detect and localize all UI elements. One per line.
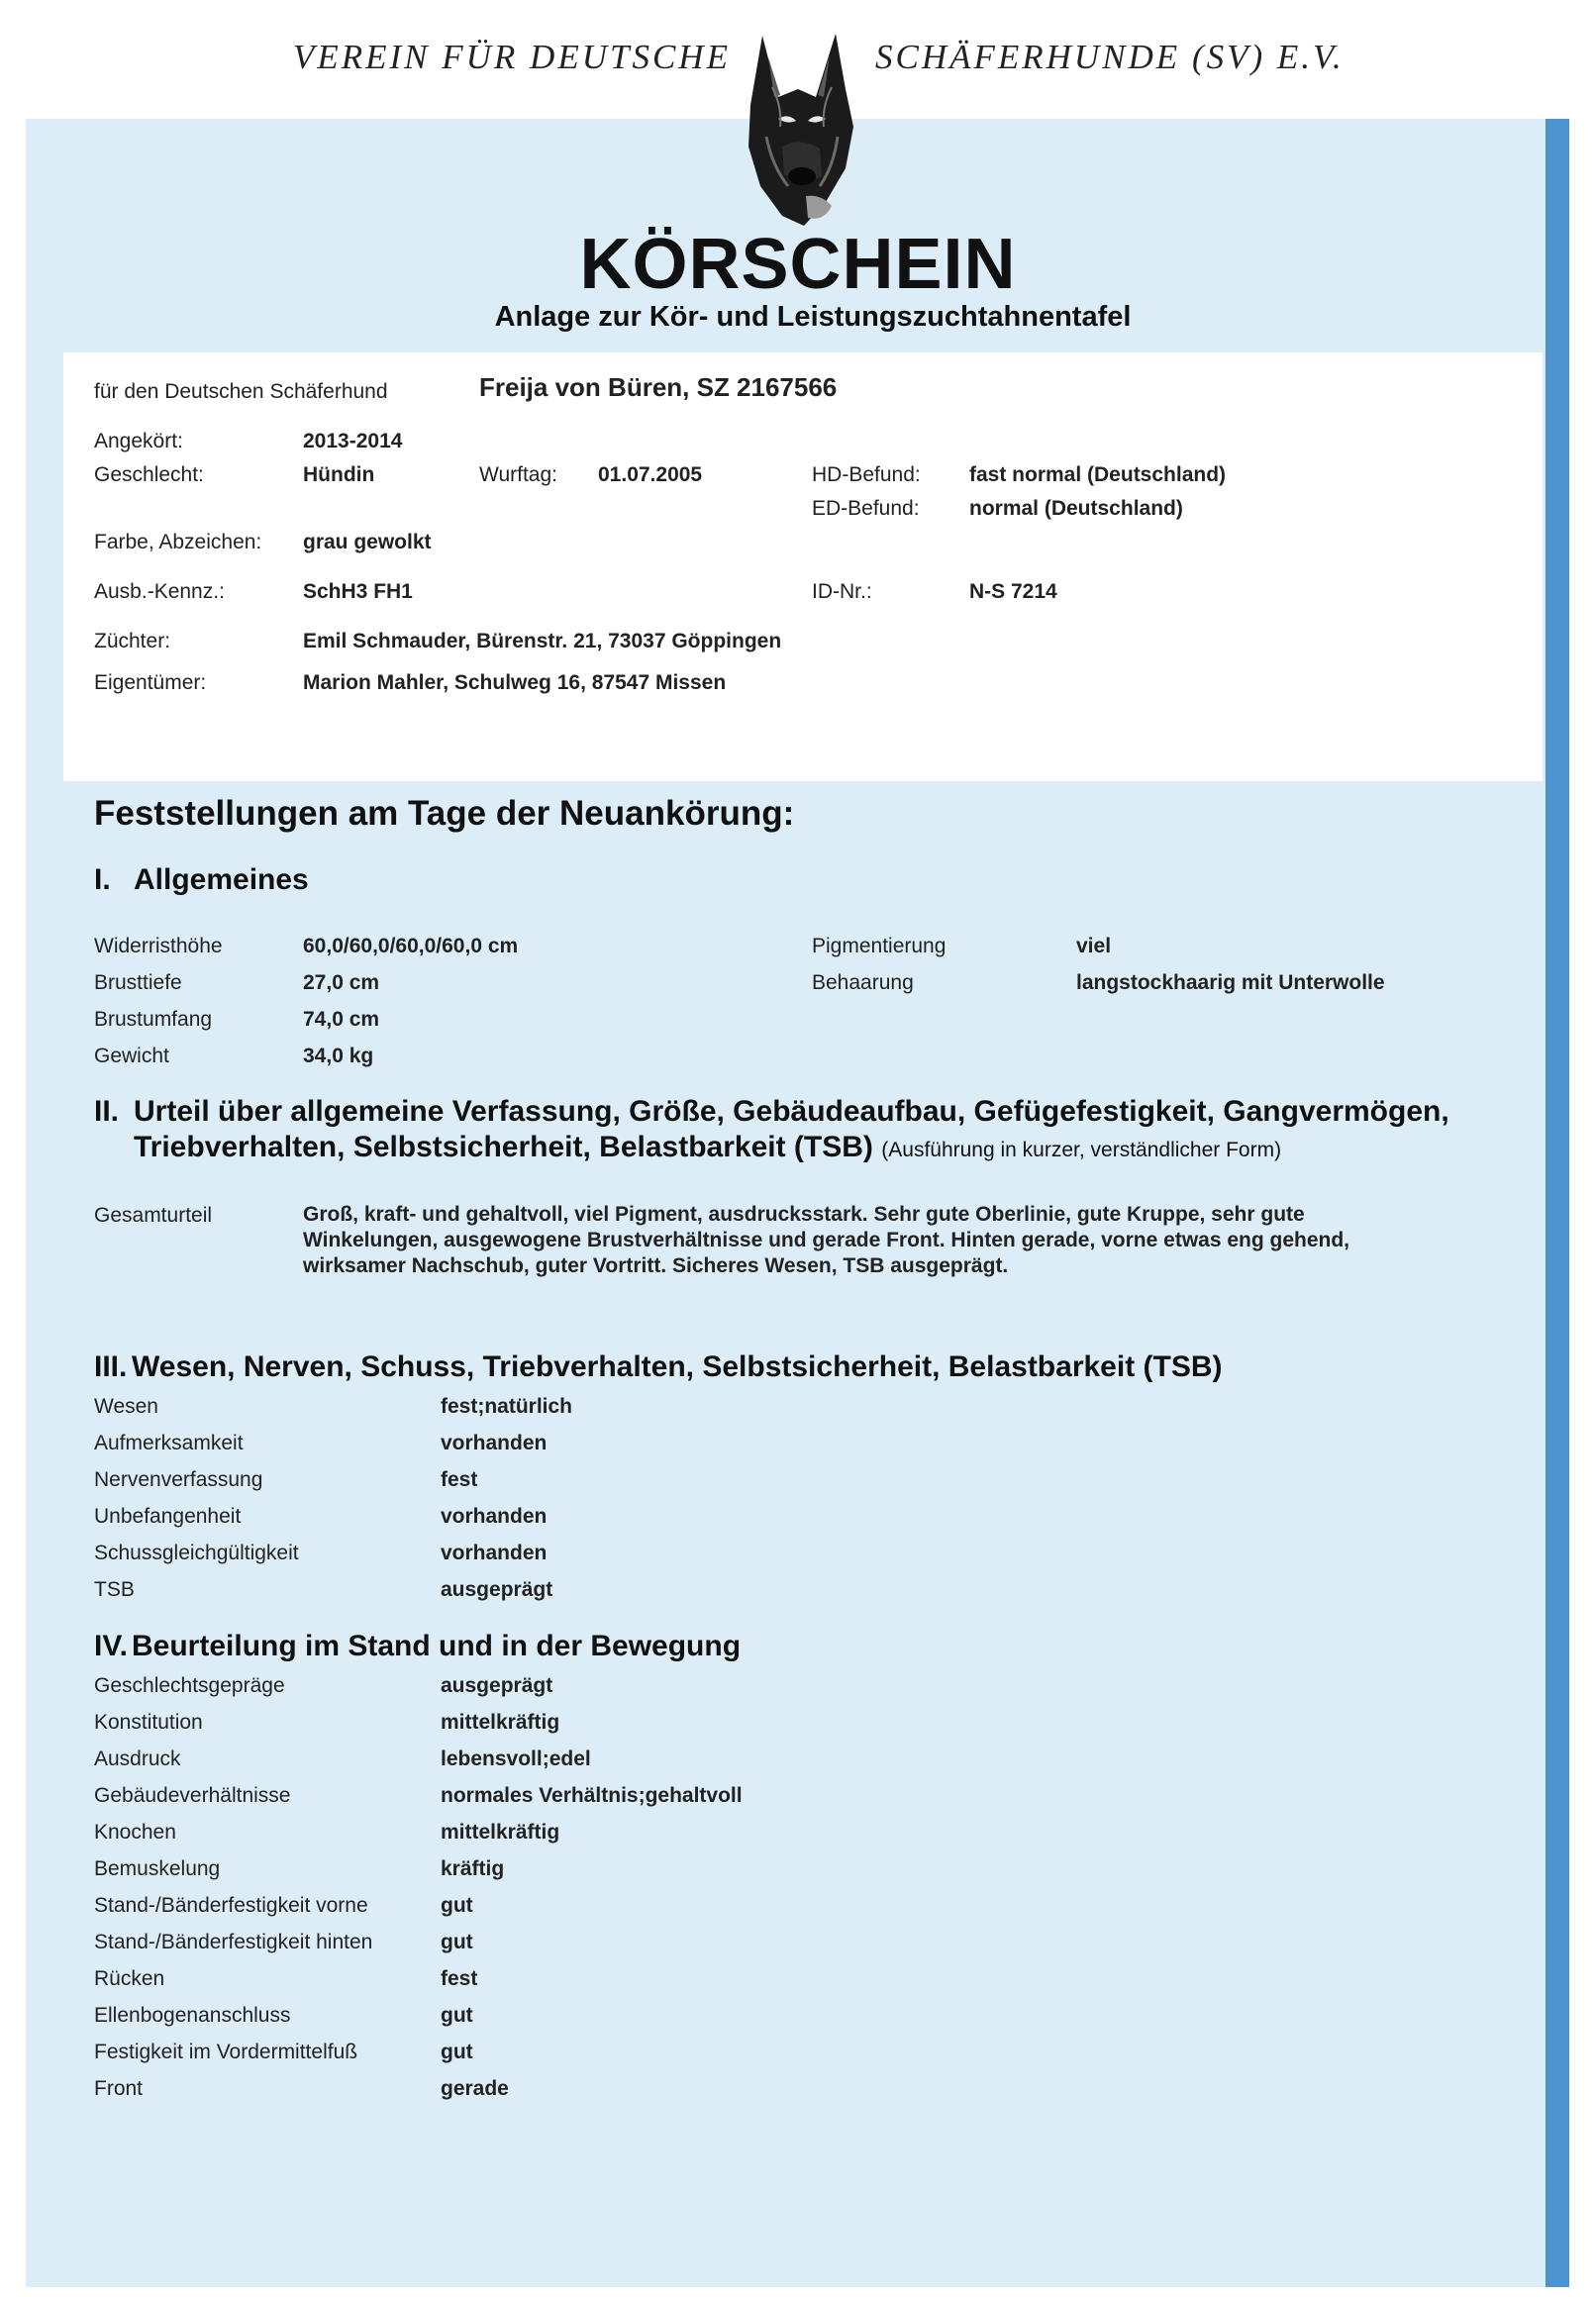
evaluation-value: ausgeprägt xyxy=(441,1674,553,1697)
id-nr-value: N-S 7214 xyxy=(969,580,1057,603)
evaluation-label: Festigkeit im Vordermittelfuß xyxy=(94,2041,358,2063)
measure-value: 34,0 kg xyxy=(303,1045,374,1067)
assessment-label: Unbefangenheit xyxy=(94,1505,242,1528)
assessment-value: vorhanden xyxy=(441,1505,548,1528)
ausb-kennz-value: SchH3 FH1 xyxy=(303,580,413,603)
measure-value: 60,0/60,0/60,0/60,0 cm xyxy=(303,935,519,957)
wurftag-label: Wurftag: xyxy=(479,463,557,486)
evaluation-value: lebensvoll;edel xyxy=(441,1748,591,1770)
ed-befund-value: normal (Deutschland) xyxy=(969,497,1183,520)
geschlecht-label: Geschlecht: xyxy=(94,463,204,486)
evaluation-label: Front xyxy=(94,2077,144,2100)
measure-label: Widerristhöhe xyxy=(94,935,223,957)
evaluation-value: gut xyxy=(441,1894,473,1917)
assessment-value: vorhanden xyxy=(441,1542,548,1564)
document-title: KÖRSCHEIN xyxy=(579,225,1017,304)
evaluation-label: Konstitution xyxy=(94,1711,203,1734)
measure-label: Brustumfang xyxy=(94,1008,213,1031)
section-4-title: Beurteilung im Stand und in der Bewegung xyxy=(132,1630,742,1662)
assessment-label: Aufmerksamkeit xyxy=(94,1432,244,1454)
eigentuemer-value: Marion Mahler, Schulweg 16, 87547 Missen xyxy=(303,671,727,694)
assessment-value: fest xyxy=(441,1468,478,1491)
trait-label: Behaarung xyxy=(812,971,914,994)
evaluation-value: kräftig xyxy=(441,1857,505,1880)
farbe-value: grau gewolkt xyxy=(303,531,432,553)
evaluation-value: normales Verhältnis;gehaltvoll xyxy=(441,1784,743,1807)
evaluation-value: fest xyxy=(441,1967,478,1990)
angekoert-label: Angekört: xyxy=(94,430,183,452)
evaluation-label: Ellenbogenanschluss xyxy=(94,2004,291,2027)
zuechter-label: Züchter: xyxy=(94,630,171,652)
dog-info-panel xyxy=(63,352,1543,781)
section-2-title-line1: Urteil über allgemeine Verfassung, Größe, Gebäudeaufbau, Gefügefestigkeit, Gangvermögen, xyxy=(134,1095,1449,1128)
evaluation-label: Ausdruck xyxy=(94,1748,181,1770)
zuechter-value: Emil Schmauder, Bürenstr. 21, 73037 Göppingen xyxy=(303,630,782,652)
gesamturteil-text: Groß, kraft- und gehaltvoll, viel Pigment, ausdrucksstark. Sehr gute Oberlinie, gute Kruppe, sehr gute Winkelungen, ausgewogene Brustverhältnisse und gerade Front. Hinten gerade, vorne etwas eng gehend, wirksamer Nachschub, guter Vortritt. Sicheres Wesen, TSB ausgeprägt. xyxy=(303,1203,1350,1277)
section-3-heading xyxy=(94,1350,1223,1384)
assessment-label: TSB xyxy=(94,1578,135,1601)
measure-value: 74,0 cm xyxy=(303,1008,380,1031)
section-4-heading xyxy=(94,1630,741,1663)
evaluation-label: Knochen xyxy=(94,1821,176,1844)
hd-befund-value: fast normal (Deutschland) xyxy=(969,463,1227,486)
evaluation-value: gut xyxy=(441,2004,473,2027)
section-1-heading xyxy=(94,863,309,897)
section-4-number: IV. xyxy=(94,1630,128,1662)
hd-befund-label: HD-Befund: xyxy=(812,463,921,486)
section-2-heading-line2 xyxy=(134,1131,1281,1164)
trait-value: viel xyxy=(1076,935,1112,957)
evaluation-value: gut xyxy=(441,2041,473,2063)
ausb-kennz-label: Ausb.-Kennz.: xyxy=(94,580,225,603)
trait-label: Pigmentierung xyxy=(812,935,947,957)
section-2-heading xyxy=(94,1095,1449,1129)
assessment-value: vorhanden xyxy=(441,1432,548,1454)
evaluation-value: gerade xyxy=(441,2077,509,2100)
section-2-number: II. xyxy=(94,1095,120,1128)
german-shepherd-head-icon xyxy=(723,28,871,236)
section-3-title: Wesen, Nerven, Schuss, Triebverhalten, Selbstsicherheit, Belastbarkeit (TSB) xyxy=(132,1350,1223,1383)
evaluation-value: mittelkräftig xyxy=(441,1711,560,1734)
org-name-right: SCHÄFERHUNDE (SV) E.V. xyxy=(875,38,1345,76)
measure-label: Brusttiefe xyxy=(94,971,182,994)
org-name-left: VEREIN FÜR DEUTSCHE xyxy=(293,38,731,76)
geschlecht-value: Hündin xyxy=(303,463,375,486)
evaluation-label: Bemuskelung xyxy=(94,1857,221,1880)
evaluation-label: Stand-/Bänderfestigkeit hinten xyxy=(94,1931,373,1953)
angekoert-value: 2013-2014 xyxy=(303,430,403,452)
gesamturteil-label: Gesamturteil xyxy=(94,1204,213,1227)
farbe-label: Farbe, Abzeichen: xyxy=(94,531,262,553)
measure-value: 27,0 cm xyxy=(303,971,380,994)
wurftag-value: 01.07.2005 xyxy=(598,463,703,486)
evaluation-label: Stand-/Bänderfestigkeit vorne xyxy=(94,1894,368,1917)
assessment-label: Nervenverfassung xyxy=(94,1468,263,1491)
assessment-label: Schussgleichgültigkeit xyxy=(94,1542,299,1564)
evaluation-label: Rücken xyxy=(94,1967,165,1990)
section-1-number: I. xyxy=(94,863,111,896)
section-2-title-line2: Triebverhalten, Selbstsicherheit, Belastbarkeit (TSB) xyxy=(134,1131,873,1163)
dog-name: Freija von Büren, SZ 2167566 xyxy=(479,372,838,402)
id-nr-label: ID-Nr.: xyxy=(812,580,872,603)
section-2-note: (Ausführung in kurzer, verständlicher Form) xyxy=(881,1139,1282,1161)
document-subtitle: Anlage zur Kör- und Leistungszuchtahnentafel xyxy=(494,301,1132,333)
main-heading: Feststellungen am Tage der Neuankörung: xyxy=(94,794,795,833)
right-edge-stripe xyxy=(1546,119,1569,2287)
breed-label: für den Deutschen Schäferhund xyxy=(94,380,388,403)
evaluation-label: Gebäudeverhältnisse xyxy=(94,1784,291,1807)
section-1-title: Allgemeines xyxy=(134,863,309,896)
assessment-value: ausgeprägt xyxy=(441,1578,553,1601)
trait-value: langstockhaarig mit Unterwolle xyxy=(1076,971,1385,994)
section-3-number: III. xyxy=(94,1350,128,1383)
measure-label: Gewicht xyxy=(94,1045,169,1067)
assessment-label: Wesen xyxy=(94,1395,158,1418)
evaluation-value: mittelkräftig xyxy=(441,1821,560,1844)
evaluation-label: Geschlechtsgepräge xyxy=(94,1674,285,1697)
evaluation-value: gut xyxy=(441,1931,473,1953)
eigentuemer-label: Eigentümer: xyxy=(94,671,207,694)
ed-befund-label: ED-Befund: xyxy=(812,497,920,520)
assessment-value: fest;natürlich xyxy=(441,1395,573,1418)
